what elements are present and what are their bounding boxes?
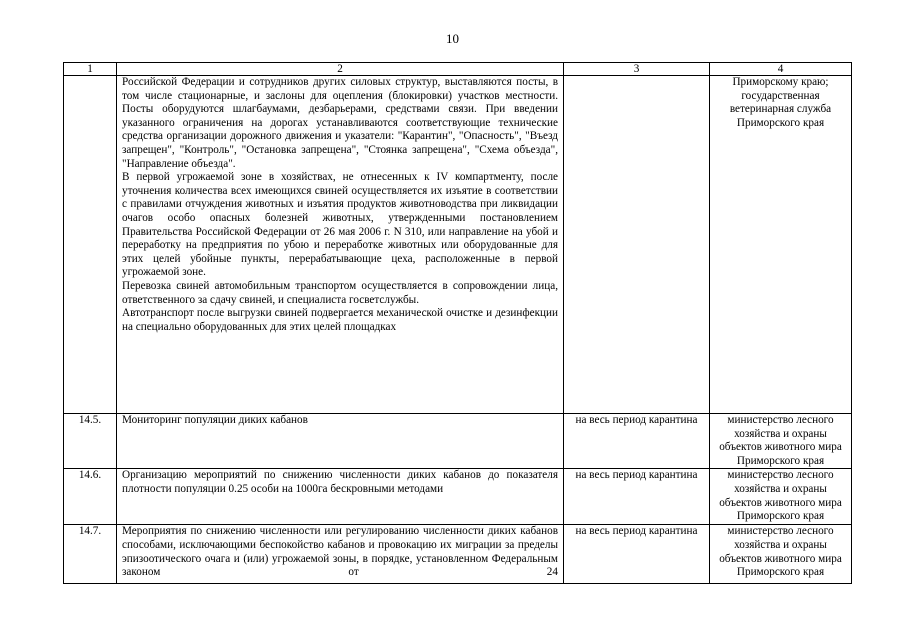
paragraph: Организацию мероприятий по снижению численности диких кабанов до показателя плотности популяции 0.25 особи на 1000га бескровными методами	[122, 469, 558, 495]
row-number: 14.6.	[64, 469, 117, 525]
responsible: министерство лесного хозяйства и охраны объектов животного мира Приморского края	[710, 525, 852, 584]
measure-text	[117, 469, 564, 525]
page-number: 10	[446, 31, 459, 46]
table-row	[64, 469, 852, 525]
measure-text	[117, 76, 564, 414]
measures-table	[63, 62, 852, 584]
table-header-row	[64, 63, 852, 76]
responsible: министерство лесного хозяйства и охраны объектов животного мира Приморского края	[710, 414, 852, 469]
column-header: 4	[710, 63, 852, 76]
column-header: 2	[117, 63, 564, 76]
table-row	[64, 525, 852, 584]
column-header: 3	[564, 63, 710, 76]
period	[564, 76, 710, 414]
measure-text	[117, 414, 564, 469]
row-number: 14.5.	[64, 414, 117, 469]
paragraph: В первой угрожаемой зоне в хозяйствах, не отнесенных к IV компартменту, после уточнения количества всех имеющихся свиней осуществляется их изъятие в соответствии с правилами отчуждения животных и изъятия продуктов животноводства при ликвидации очагов особо опасных болезней животных, утвержденными постановлением Правительства Российской Федерации от 26 мая 2006 г. N 310, или направление на убой и переработку на предприятия по убою и переработке животных или оборудованные для этих целей убойные пункты, перерабатывающие цеха, расположенные в первой угрожаемой зоне.	[122, 171, 558, 279]
period: на весь период карантина	[564, 469, 710, 525]
paragraph: Мероприятия по снижению численности или регулированию численности диких кабанов способами, исключающими беспокойство кабанов и провокацию их миграции за пределы эпизоотического очага и (или) угрожаемой зоны, в порядке, установленном Федеральным законом от 24	[122, 525, 558, 579]
table-row	[64, 76, 852, 414]
paragraph: Российской Федерации и сотрудников других силовых структур, выставляются посты, в том числе стационарные, и заслоны для оцепления (блокировки) участков местности. Посты оборудуются шлагбаумами, дезбарьерами, средствами связи. При введении указанного ограничения на дорогах устанавливаются соответствующие технические средства организации дорожного движения и указатели: "Карантин", "Опасность", "Въезд запрещен", "Контроль", "Остановка запрещена", "Стоянка запрещена", "Схема объезда", "Направление объезда".	[122, 76, 558, 170]
paragraph: Автотранспорт после выгрузки свиней подвергается механической очистке и дезинфекции на специально оборудованных для этих целей площадках	[122, 307, 558, 333]
responsible: Приморскому краю; государственная ветеринарная служба Приморского края	[710, 76, 852, 414]
period: на весь период карантина	[564, 525, 710, 584]
paragraph: Мониторинг популяции диких кабанов	[122, 414, 308, 426]
paragraph: Перевозка свиней автомобильным транспортом осуществляется в сопровождении лица, ответственного за сдачу свиней, и специалиста госветслужбы.	[122, 279, 558, 306]
column-header: 1	[64, 63, 117, 76]
period: на весь период карантина	[564, 414, 710, 469]
row-number: 14.7.	[64, 525, 117, 584]
measure-text	[117, 525, 564, 584]
responsible: министерство лесного хозяйства и охраны объектов животного мира Приморского края	[710, 469, 852, 525]
row-number	[64, 76, 117, 414]
table-row	[64, 414, 852, 469]
